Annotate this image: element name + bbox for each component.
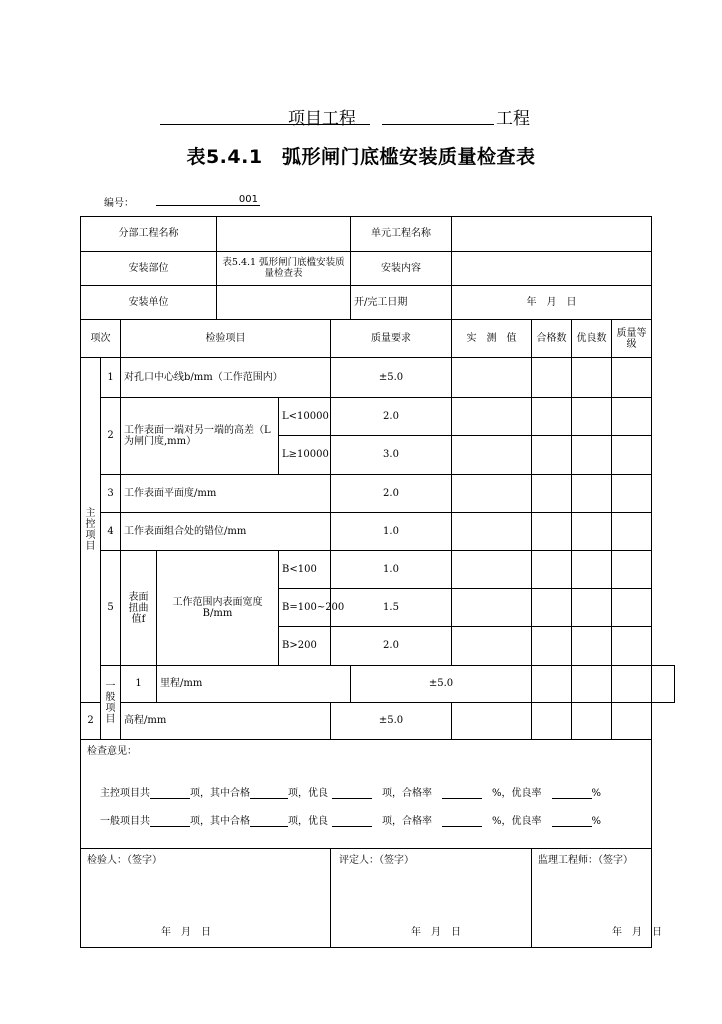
- install-part-label: 安装部位: [81, 252, 217, 286]
- main-good-text: 项，优良: [288, 788, 328, 799]
- general-group-label: 一般项目: [101, 666, 121, 740]
- r1-req: ±5.0: [331, 358, 452, 398]
- r5a-good[interactable]: [572, 551, 612, 589]
- r3-measured[interactable]: [452, 475, 532, 513]
- r2b-cond: L≥10000: [279, 436, 331, 475]
- r2b-grade[interactable]: [612, 436, 652, 475]
- main-total-blank[interactable]: [150, 787, 190, 799]
- main-pct: %: [591, 788, 602, 799]
- serial-number: [104, 194, 258, 209]
- main-prefix: 主控项目共: [100, 788, 150, 799]
- inspector-cell[interactable]: [81, 849, 331, 948]
- r4-grade[interactable]: [612, 513, 652, 551]
- r4-good[interactable]: [572, 513, 612, 551]
- main-rate-text: 项，合格率: [382, 788, 432, 799]
- r5c-cond: B>200: [279, 627, 331, 666]
- serial-value: 001: [156, 194, 260, 206]
- r1-grade[interactable]: [612, 358, 652, 398]
- main-good-rate-blank[interactable]: [552, 787, 592, 799]
- inspector-date: 年 月 日: [161, 927, 211, 938]
- assessor-cell[interactable]: [331, 849, 532, 948]
- r5-item: 表面扭曲值f: [121, 551, 157, 666]
- g2-measured[interactable]: [452, 703, 532, 740]
- g2-good[interactable]: [572, 703, 612, 740]
- install-unit-value[interactable]: [217, 286, 351, 320]
- g2-pass[interactable]: [532, 703, 572, 740]
- table-title: 表5.4.1 弧形闸门底槛安装质量检查表: [186, 146, 536, 168]
- g1-item: 里程/mm: [157, 666, 351, 703]
- g1-good[interactable]: [612, 666, 652, 703]
- unit-project-label: 单元工程名称: [351, 217, 452, 252]
- supervisor-date: 年 月 日: [612, 927, 663, 938]
- project-end: 工程: [496, 109, 530, 129]
- col-item-no: 项次: [81, 320, 121, 358]
- sub-project-label: 分部工程名称: [81, 217, 217, 252]
- r5b-req: 1.5: [331, 589, 452, 627]
- general-pct: %: [591, 816, 602, 827]
- r1-no: 1: [101, 358, 121, 398]
- g2-no: 2: [81, 703, 101, 740]
- g2-req: ±5.0: [331, 703, 452, 740]
- install-part-value[interactable]: 表5.4.1 弧形闸门底槛安装质量检查表: [217, 252, 351, 286]
- col-requirement: 质量要求: [331, 320, 452, 358]
- r5-sub: 工作范围内表面宽度B/mm: [157, 551, 279, 666]
- inspection-table: [80, 216, 675, 948]
- r3-good[interactable]: [572, 475, 612, 513]
- main-pass-text: 项，其中合格: [190, 788, 250, 799]
- r1-measured[interactable]: [452, 358, 532, 398]
- col-check-item: 检验项目: [121, 320, 331, 358]
- r3-grade[interactable]: [612, 475, 652, 513]
- main-rate-blank[interactable]: [442, 787, 482, 799]
- r2a-req: 2.0: [331, 398, 452, 436]
- r2a-grade[interactable]: [612, 398, 652, 436]
- r5c-good[interactable]: [572, 627, 612, 666]
- project-title-line: [160, 104, 540, 128]
- main-good-rate-text: %，优良率: [492, 788, 542, 799]
- r5b-measured[interactable]: [452, 589, 532, 627]
- r2b-pass[interactable]: [532, 436, 572, 475]
- col-good-count: 优良数: [572, 320, 612, 358]
- r2a-good[interactable]: [572, 398, 612, 436]
- r1-item: 对孔口中心线b/mm（工作范围内）: [121, 358, 331, 398]
- r5a-measured[interactable]: [452, 551, 532, 589]
- r4-measured[interactable]: [452, 513, 532, 551]
- r2a-pass[interactable]: [532, 398, 572, 436]
- g2-item: 高程/mm: [121, 703, 331, 740]
- r2-item: 工作表面一端对另一端的高差（L为闸门度,mm）: [121, 398, 279, 475]
- r5a-cond: B<100: [279, 551, 331, 589]
- general-good-rate-blank[interactable]: [552, 815, 592, 827]
- r3-item: 工作表面平面度/mm: [121, 475, 331, 513]
- r2a-cond: L<10000: [279, 398, 331, 436]
- sub-project-value[interactable]: [217, 217, 351, 252]
- g1-measured[interactable]: [532, 666, 572, 703]
- r2a-measured[interactable]: [452, 398, 532, 436]
- r5b-cond: B=100~200: [279, 589, 331, 627]
- date-label: 开/完工日期: [351, 286, 452, 320]
- r5c-grade[interactable]: [612, 627, 652, 666]
- project-suffix: 项目工程: [288, 109, 356, 129]
- project-name-blank-2: [382, 124, 494, 125]
- general-rate-blank[interactable]: [442, 815, 482, 827]
- main-pass-blank[interactable]: [250, 787, 288, 799]
- install-content-label: 安装内容: [351, 252, 452, 286]
- r5c-pass[interactable]: [532, 627, 572, 666]
- supervisor-label: 监理工程师：（签字）: [538, 855, 634, 866]
- assessor-label: 评定人：（签字）: [339, 855, 414, 866]
- g1-req: ±5.0: [351, 666, 532, 703]
- r5-no: 5: [101, 551, 121, 666]
- assessor-date: 年 月 日: [411, 927, 461, 938]
- g2-grade[interactable]: [612, 703, 652, 740]
- r5a-pass[interactable]: [532, 551, 572, 589]
- g1-grade[interactable]: [652, 666, 675, 703]
- general-pass-blank[interactable]: [250, 815, 288, 827]
- g1-no: 1: [121, 666, 157, 703]
- r5a-grade[interactable]: [612, 551, 652, 589]
- opinion-label: 检查意见：: [87, 746, 137, 757]
- r4-item: 工作表面组合处的错位/mm: [121, 513, 331, 551]
- r3-no: 3: [101, 475, 121, 513]
- r5c-req: 2.0: [331, 627, 452, 666]
- r5b-pass[interactable]: [532, 589, 572, 627]
- r1-good[interactable]: [572, 358, 612, 398]
- r5b-grade[interactable]: [612, 589, 652, 627]
- supervisor-cell[interactable]: [532, 849, 663, 948]
- general-total-blank[interactable]: [150, 815, 190, 827]
- unit-project-value[interactable]: [452, 217, 652, 252]
- inspector-label: 检验人：（签字）: [87, 855, 162, 866]
- r4-no: 4: [101, 513, 121, 551]
- r4-pass[interactable]: [532, 513, 572, 551]
- install-content-value[interactable]: [452, 252, 652, 286]
- col-grade: 质量等级: [612, 320, 652, 358]
- date-value[interactable]: 年 月 日: [452, 286, 652, 320]
- general-summary-line: [100, 812, 601, 827]
- r2-no: 2: [101, 398, 121, 475]
- main-group-label: 主控项目: [81, 358, 101, 703]
- col-measured: 实 测 值: [452, 320, 532, 358]
- general-good-rate-text: %，优良率: [492, 816, 542, 827]
- general-rate-text: 项，合格率: [382, 816, 432, 827]
- general-prefix: 一般项目共: [100, 816, 150, 827]
- r2b-measured[interactable]: [452, 436, 532, 475]
- serial-label: 编号：: [104, 198, 134, 209]
- main-summary-line: [100, 784, 601, 799]
- r5a-req: 1.0: [331, 551, 452, 589]
- g1-pass[interactable]: [572, 666, 612, 703]
- r3-req: 2.0: [331, 475, 452, 513]
- r2b-req: 3.0: [331, 436, 452, 475]
- r3-pass[interactable]: [532, 475, 572, 513]
- general-good-text: 项，优良: [288, 816, 328, 827]
- r5b-good[interactable]: [572, 589, 612, 627]
- main-good-blank[interactable]: [332, 787, 372, 799]
- general-good-blank[interactable]: [332, 815, 372, 827]
- col-pass-count: 合格数: [532, 320, 572, 358]
- r5c-measured[interactable]: [452, 627, 532, 666]
- r4-req: 1.0: [331, 513, 452, 551]
- general-pass-text: 项，其中合格: [190, 816, 250, 827]
- r2b-good[interactable]: [572, 436, 612, 475]
- install-unit-label: 安装单位: [81, 286, 217, 320]
- r1-pass[interactable]: [532, 358, 572, 398]
